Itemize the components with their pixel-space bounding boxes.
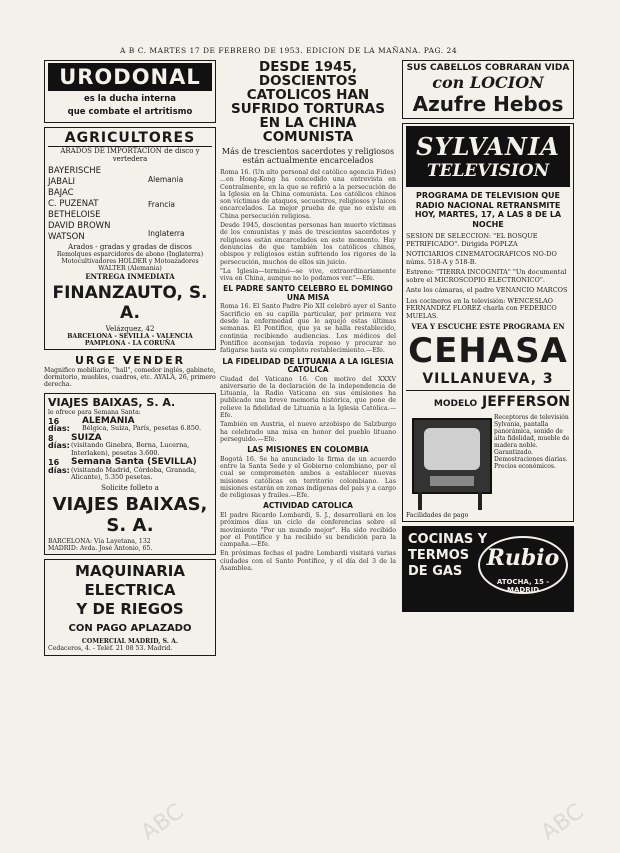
section-heading: ACTIVIDAD CATOLICA	[263, 501, 353, 511]
modelo-name: JEFFERSON	[482, 394, 570, 410]
cocinas-line1: COCINAS Y	[408, 532, 488, 548]
urodonal-brand: URODONAL	[48, 63, 212, 91]
trip-item	[48, 432, 212, 458]
agricultores-title: AGRICULTORES	[48, 130, 212, 147]
main-headline: DESDE 1945, DOSCIENTOS CATOLICOS HAN SUFRIDO TORTURAS EN LA CHINA COMUNISTA	[231, 60, 385, 145]
brand-names	[48, 166, 148, 243]
maquinaria-line1: MAQUINARIA ELECTRICA	[75, 562, 185, 600]
article-paragraph: "La Iglesia—terminó—se vive, extraordinariamente viva en China, aunque no lo podamos ver."—Efe.	[220, 267, 396, 283]
finanzauto-name: FINANZAUTO, S. A.	[52, 282, 208, 323]
trip-days: 8 días:	[48, 433, 70, 451]
trip-days: 16 días:	[48, 458, 70, 475]
tv-controls	[430, 476, 474, 486]
trip-dest: Semana Santa (SEVILLA)	[70, 457, 197, 468]
trip-item	[48, 415, 212, 434]
vea-line: VEA Y ESCUCHE ESTE PROGRAMA EN	[411, 322, 565, 331]
locion-ad	[402, 60, 574, 119]
schedule-item: NOTICIARIOS CINEMATOGRAFICOS NO-DO núms. 518-A y 518-B.	[406, 250, 557, 266]
section-heading: EL PADRE SANTO CELEBRO EL DOMINGO UNA MISA	[223, 284, 393, 302]
schedule-item: Los cocineros en la televisión: WENCESLAO FERNANDEZ FLOREZ charla con FEDERICO MUELAS.	[406, 296, 557, 320]
viajes-subtitle: le ofrece para Semana Santa:	[48, 408, 141, 416]
article-paragraph: También en Austria, el nuevo arzobispo de Salzburgo ha celebrado una misa en honor del pueblo lituano perseguido.—Efe.	[220, 421, 396, 443]
trip-desc: Bélgica, Suiza, París, pesetas 6.850.	[82, 424, 202, 433]
article-paragraph: En próximas fechas el padre Lombardi visitará varias ciudades con el Santo Pontífice, y el día del 3 de la Asamblea.	[220, 550, 396, 573]
tv-leg	[418, 492, 422, 510]
rubio-brand: Rubio	[486, 545, 560, 572]
sylvania-ad	[402, 123, 574, 522]
watermark: ABC	[136, 799, 189, 846]
tv-program-title: PROGRAMA DE TELEVISION QUE RADIO NACIONAL RETRANSMITE HOY, MARTES, 17, A LAS 8 DE LA NOCHE	[414, 191, 562, 229]
brand-countries	[148, 166, 212, 243]
sylvania-brand: SYLVANIA	[416, 132, 560, 161]
article-paragraph: Desde 1945, doscientas personas han muerto víctimas de los comunistas y más de trescientos sacerdotes y religiosos están encarcelados en este momento. Hay denuncias de que también los católicos chinos, obispos y religiosos están sufriendo los rigores de la persecución, muchos de ellos sin juicio.	[220, 222, 396, 266]
brand-list	[48, 166, 212, 243]
agricultores-ad	[44, 127, 216, 350]
schedule-item: Ante los cámaras, el padre VENANCIO MARCOS	[406, 286, 568, 294]
tv-cabinet	[412, 418, 492, 494]
arados-line: Arados - gradas y gradas de discos	[68, 243, 192, 251]
maquinaria-pago: CON PAGO APLAZADO	[68, 623, 192, 635]
sylvania-banner	[406, 126, 570, 187]
trip-days: 16 días:	[48, 416, 70, 434]
tv-section	[406, 414, 570, 512]
page-header: A B C. MARTES 17 DE FEBRERO DE 1953. EDICION DE LA MAÑANA. PAG. 24	[120, 46, 458, 55]
schedule-item: Estreno: "TIERRA INCOGNITA" "Un documental sobre el MICROSCOPIO ELECTRONICO".	[406, 268, 567, 284]
viajes-title: VIAJES BAIXAS, S. A.	[48, 395, 176, 409]
article-paragraph: Bogotá 16. Se ha anunciado la firma de un acuerdo entre la Santa Sede y el Gobierno colombiano, por el cual se comprometen ambos a establecer nuevas misiones católicas en territorio colombiano. Las misiones estarán en zonas indígenas del país y a cargo de religiosas y frailes.—Efe.	[220, 455, 396, 500]
divider	[406, 390, 570, 391]
section-heading: LAS MISIONES EN COLOMBIA	[247, 445, 369, 455]
viajes-addr2: MADRID: Avda. José Antonio, 65.	[48, 545, 153, 553]
country-item: Francia	[148, 200, 176, 209]
cehasa-name: CEHASA	[408, 331, 568, 371]
brand-item: C. PUZENAT	[48, 199, 99, 209]
entrega-line: ENTREGA INMEDIATA	[85, 271, 175, 281]
folleto-line: Solicite folleto a	[101, 483, 159, 492]
main-subhead: Más de trescientos sacerdotes y religiosos están actualmente encarcelados	[221, 147, 395, 165]
locion-line3: Azufre Hebos	[412, 92, 564, 116]
center-column	[220, 60, 396, 574]
country-item: Alemania	[148, 175, 184, 184]
article-paragraph: Ciudad del Vaticano 16. Con motivo del XXXV aniversario de la declaración de la independencia de Lituania, la Radio Vaticana en sus emisiones ha publicado una breve memoria histórica, que pone de relieve la fidelidad de Lituania a la Iglesia Católica.—Efe.	[220, 375, 396, 420]
modelo-label: MODELO	[433, 399, 478, 409]
locion-line1: SUS CABELLOS COBRARAN VIDA	[406, 63, 570, 73]
section-heading: LA FIDELIDAD DE LITUANIA A LA IGLESIA CATOLICA	[222, 356, 394, 375]
rubio-ad	[402, 526, 574, 612]
brand-item: BETHELOISE	[48, 210, 101, 220]
rubio-address: ATOCHA, 15 - MADRID	[496, 578, 550, 595]
urge-text: Magnifico mobiliario, "hall", comedor inglés, gabinete, dormitorio, muebles, cuadros, etc. AYALA, 26, primero derecha.	[44, 367, 216, 389]
agricultores-intro: ARADOS DE IMPORTACION de disco y vertedera	[60, 147, 200, 163]
motocultivadores-line: Motocultivadores HOLDER y Motoazadores WALTER (Alemania)	[61, 258, 199, 273]
viajes-addr1: BARCELONA: Vía Layetana, 132	[48, 537, 151, 545]
trip-desc: (visitando Madrid, Córdoba, Granada, Alicante), 5.350 pesetas.	[70, 465, 197, 482]
finanzauto-address: Velázquez, 42	[105, 324, 155, 333]
trip-item	[48, 459, 212, 482]
article-paragraph: Roma 16. El Santo Padre Pío XII celebró ayer el Santo Sacrificio en su capilla particular, por primera vez desde la enfermedad que le aquejó estas últimas semanas. El Pontífice, que ya se halla restablecido, continúa recibiendo audiencias. Los médicos del Pontífice aconsejan todavía reposo y procurar no fatigarse hasta su completo restablecimiento.—Efe.	[220, 303, 396, 355]
cocinas-line2: TERMOS	[408, 548, 470, 564]
trip-dest: ALEMANIA	[82, 415, 135, 426]
cocinas-line3: DE GAS	[408, 564, 463, 580]
urodonal-line2: que combate el artritismo	[67, 107, 193, 117]
rubio-logo	[478, 536, 568, 594]
right-column	[402, 60, 574, 612]
urge-title: URGE VENDER	[74, 354, 186, 368]
maquinaria-ad	[44, 559, 216, 655]
left-column	[44, 60, 216, 660]
country-item: Inglaterra	[148, 229, 185, 238]
maquinaria-line2: Y DE RIEGOS	[76, 600, 184, 619]
tv-leg	[478, 492, 482, 510]
cehasa-address: VILLANUEVA, 3	[422, 371, 554, 387]
viajes-company: VIAJES BAIXAS, S. A.	[52, 493, 208, 536]
sylvania-sub: TELEVISION	[426, 161, 550, 181]
schedule-item: SESION DE SELECCION: "EL BOSQUE PETRIFICADO". Dirigida POPLZA	[406, 232, 538, 248]
tv-caption: Facilidades de pago	[406, 512, 469, 519]
article-paragraph: El padre Ricardo Lombardi, S. J., desarrollará en los próximos días un ciclo de conferencias sobre el movimiento "Por un mundo mejor". Ha sido recibido por el Pontífice y ha recibido su bendición para la campaña.—Efe.	[220, 511, 396, 549]
brand-item: BAYERISCHE	[48, 166, 102, 176]
watermark: ABC	[536, 799, 589, 846]
article-paragraph: Roma 16. (Un alto personal del católico agencia Fides) ...en Hong-Kong ha concedido una entrevista en Centralmente, en la que se refirió a la persecución de la Iglesia en la China comunista. Los católicos chinos son víctimas de ataques, secuestros, religiosos y laicos encarcelados. La mejor prueba de que no existe en China persecución religiosa.	[220, 169, 396, 220]
urodonal-line1: es la ducha interna	[83, 94, 177, 104]
urge-vender-ad	[44, 354, 216, 389]
remolques-line: Remolques esparcidores de abono (Inglaterra)	[56, 251, 204, 258]
finanzauto-cities: BARCELONA - SEVILLA - VALENCIA PAMPLONA - LA CORUÑA	[67, 332, 193, 347]
brand-item: WATSON	[48, 232, 85, 242]
modelo-line	[406, 394, 570, 410]
brand-item: JABALI	[48, 177, 76, 187]
urodonal-ad	[44, 60, 216, 123]
television-set-illustration	[406, 414, 494, 512]
viajes-baixas-ad	[44, 393, 216, 556]
tv-screen	[424, 428, 480, 470]
trip-desc: (visitando Ginebra, Berna, Lucerna, Interlaken), pesetas 3.600.	[70, 441, 190, 457]
brand-item: BAJAC	[48, 188, 74, 198]
locion-line2: con LOCION	[432, 73, 544, 92]
trip-dest: SUIZA	[70, 432, 102, 443]
maquinaria-address: Cedaceros, 4. - Teléf. 21 08 53. Madrid.	[48, 645, 173, 653]
maquinaria-comercial: COMERCIAL MADRID, S. A.	[81, 638, 179, 646]
cocinas-text	[408, 532, 487, 580]
brand-item: DAVID BROWN	[48, 221, 111, 231]
tv-features: Receptores de televisión Sylvania, pantalla panorámica, sonido de alta fidelidad, mueble de madera noble. Garantizado. Demostraciones diarias. Precios económicos.	[494, 414, 570, 470]
